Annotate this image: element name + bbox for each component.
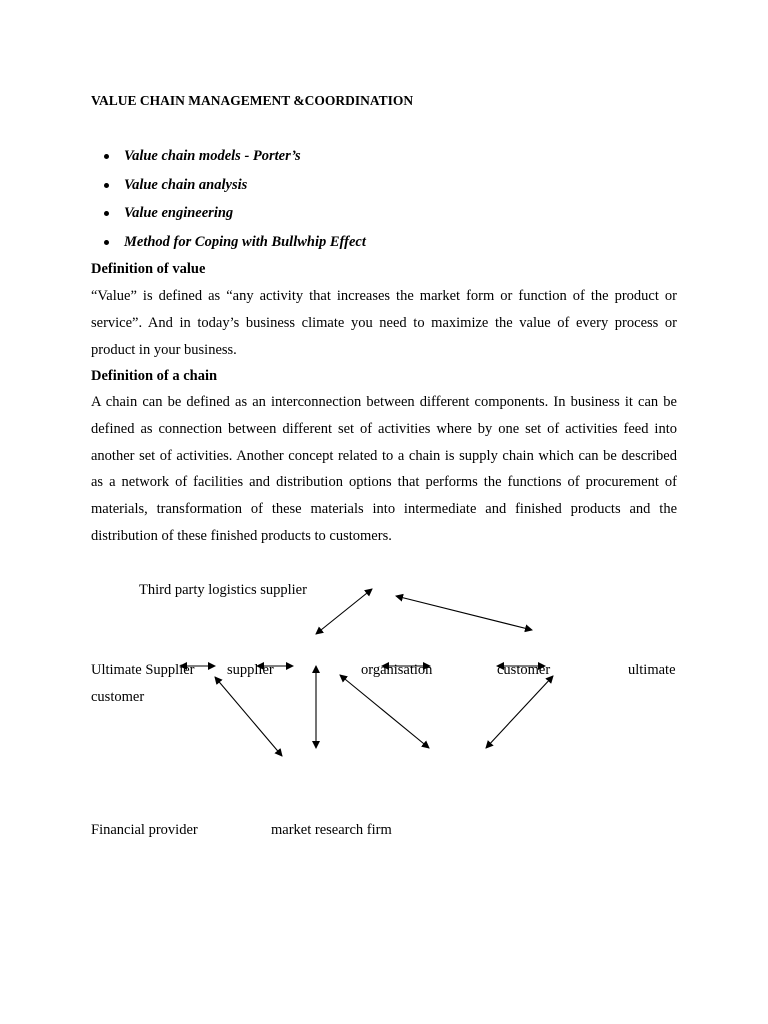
value-definition-text: “Value” is defined as “any activity that increases the market form or function of the product or service”. And in today’s business climate you need to maximize the value of every process or product in your business.	[91, 288, 677, 358]
ultimate-customer-label: customer	[91, 689, 145, 705]
supplier-label: supplier	[227, 662, 274, 678]
arrow-third-party-to-customer	[396, 596, 532, 630]
chain-definition-text: A chain can be defined as an interconnection between different components. In business it can be defined as connection between different set of activities where by one set of activities feed into another set of activities. Another concept related to a chain is supply chain which can be described as a network of facilities and distribution options that performs the functions of procurement of materials, transformation of these materials into intermediate and finished products and the distribution of these finished products to customers.	[91, 394, 677, 544]
arrow-organisation-to-market-research	[340, 675, 429, 748]
topic-label: Value chain analysis	[124, 176, 248, 193]
ultimate-supplier-label: Ultimate Supplier	[91, 662, 195, 678]
market-research-firm-label: market research firm	[271, 822, 392, 838]
chain-definition-heading: Definition of a chain	[91, 368, 218, 384]
customer-label: customer	[497, 662, 551, 678]
topic-label: Value chain models - Porter’s	[124, 148, 301, 164]
value-definition-heading: Definition of value	[91, 261, 206, 277]
topic-label: Value engineering	[124, 205, 234, 222]
financial-provider-label: Financial provider	[91, 822, 198, 838]
arrow-customer-to-market-research	[486, 676, 553, 748]
third-party-logistics-label: Third party logistics supplier	[139, 582, 307, 598]
topic-label: Method for Coping with Bullwhip Effect	[124, 234, 366, 251]
arrow-third-party-to-supplier	[316, 589, 372, 634]
arrow-supplier-to-financial-provider	[215, 677, 282, 756]
organisation-label: organisation	[361, 662, 433, 678]
page-title: VALUE CHAIN MANAGEMENT &COORDINATION	[91, 93, 414, 108]
ultimate-label: ultimate	[628, 662, 676, 678]
